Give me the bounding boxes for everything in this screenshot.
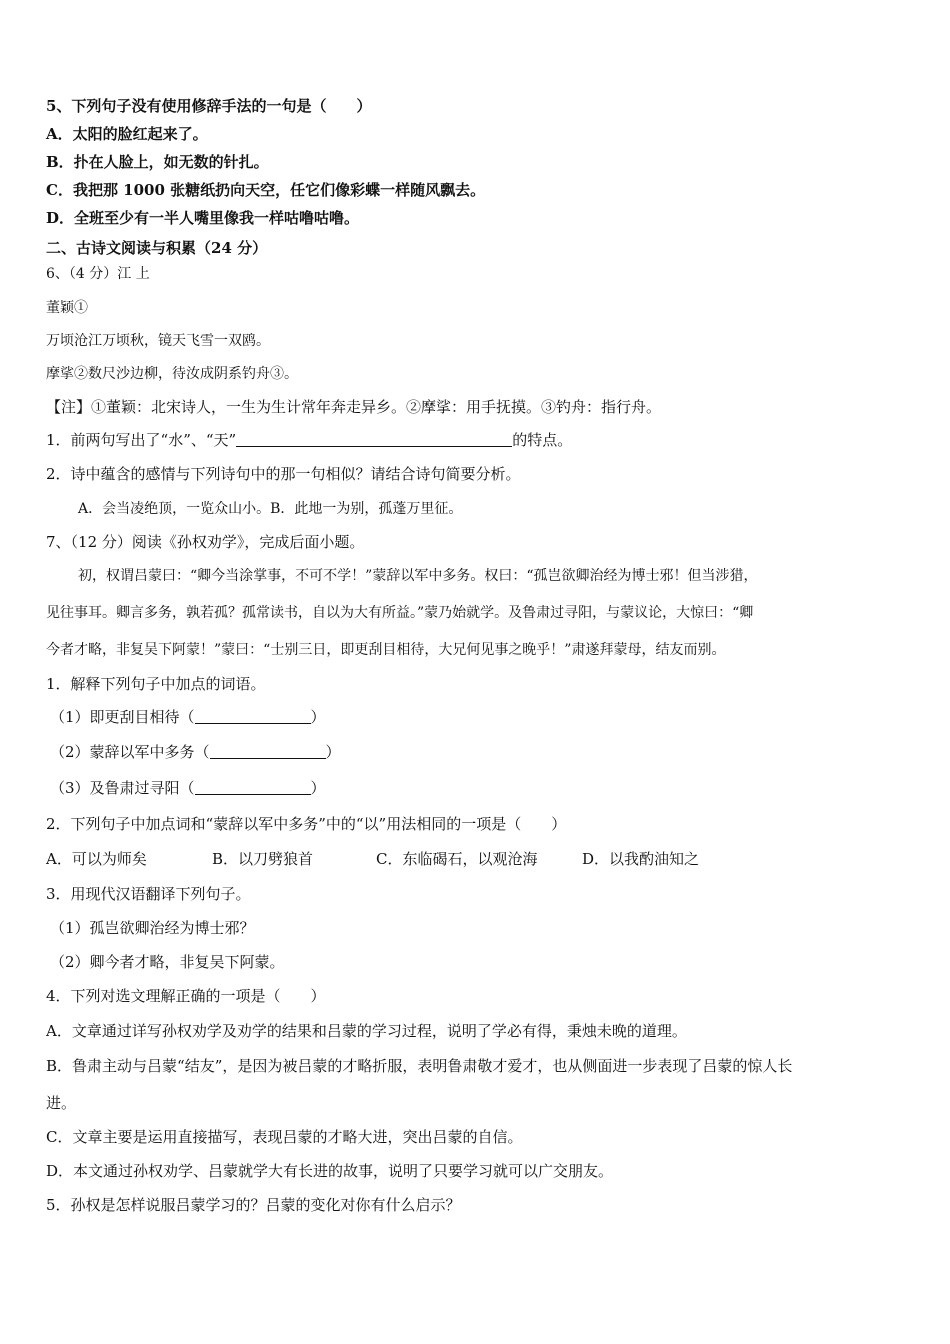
- q5-option-b: B．扑在人脸上，如无数的针扎。: [46, 153, 269, 171]
- q6-sub2-options: A．会当凌绝顶，一览众山小。B．此地一为别，孤蓬万里征。: [78, 501, 463, 517]
- q6-sub2: 2．诗中蕴含的感情与下列诗句中的那一句相似？请结合诗句简要分析。: [46, 465, 521, 483]
- q6-sub1: [46, 430, 910, 450]
- q7-sub5: 5．孙权是怎样说服吕蒙学习的？吕蒙的变化对你有什么启示？: [46, 1196, 461, 1214]
- q7-sub1-item-2-prefix: （2）蒙辞以军中多务（: [50, 743, 210, 761]
- q7-sub4-option-a: A．文章通过详写孙权劝学及劝学的结果和吕蒙的学习过程，说明了学必有得，秉烛未晚的道理。: [46, 1022, 687, 1040]
- q7-sub1: 1．解释下列句子中加点的词语。: [46, 675, 266, 693]
- q7-sub4-option-d: D．本文通过孙权劝学、吕蒙就学大有长进的故事，说明了只要学习就可以广交朋友。: [46, 1162, 614, 1180]
- q7-sub2-option-c: C．东临碣石，以观沧海: [376, 850, 538, 868]
- q7-sub1-item-2: [50, 742, 910, 762]
- q5-option-a: A．太阳的脸红起来了。: [46, 125, 208, 143]
- q7-sub2-option-b: B．以刀劈狼首: [212, 850, 314, 868]
- q5-stem: 5、下列句子没有使用修辞手法的一句是（ ）: [46, 97, 372, 115]
- q5-option-d: D．全班至少有一半人嘴里像我一样咕噜咕噜。: [46, 209, 360, 227]
- q6-title: 6、（4 分）江 上: [46, 266, 150, 282]
- q5-option-c: C．我把那 1000 张糖纸扔向天空，任它们像彩蝶一样随风飘去。: [46, 181, 486, 199]
- q7-sub3: 3．用现代汉语翻译下列句子。: [46, 885, 251, 903]
- q7-sub1-item-2-suffix: ）: [325, 743, 341, 761]
- q7-sub4-option-b: B．鲁肃主动与吕蒙“结友”，是因为被吕蒙的才略折服，表明鲁肃敬才爱才，也从侧面进一步表现了吕蒙的惊人长: [46, 1057, 793, 1075]
- q7-passage-line-2: 见往事耳。卿言多务，孰若孤？孤常读书，自以为大有所益。”蒙乃始就学。及鲁肃过寻阳，与蒙议论，大惊曰：“卿: [46, 605, 754, 621]
- q7-sub1-item-1-suffix: ）: [310, 708, 326, 726]
- q7-sub1-item-2-blank[interactable]: [210, 743, 326, 759]
- q7-sub1-item-3-blank[interactable]: [195, 779, 311, 795]
- q7-sub1-item-3-suffix: ）: [310, 779, 326, 797]
- q6-poem-line-2: 摩挲②数尺沙边柳，待汝成阴系钓舟③。: [46, 366, 298, 382]
- q7-sub4-option-c: C．文章主要是运用直接描写，表现吕蒙的才略大进，突出吕蒙的自信。: [46, 1128, 523, 1146]
- q6-author: 董颖①: [46, 300, 88, 316]
- q7-sub1-item-3: [50, 778, 910, 798]
- q7-sub2-option-a: A．可以为师矣: [46, 850, 147, 868]
- q7-sub1-item-1-blank[interactable]: [195, 708, 311, 724]
- q7-passage-line-1: 初，权谓吕蒙曰：“卿今当涂掌事，不可不学！”蒙辞以军中多务。权曰：“孤岂欲卿治经为博士邪！但当涉猎，: [78, 568, 758, 584]
- q7-sub4-option-b-cont: 进。: [46, 1094, 77, 1112]
- section-heading: 二、古诗文阅读与积累（24 分）: [46, 239, 268, 257]
- q7-title: 7、（12 分）阅读《孙权劝学》，完成后面小题。: [46, 533, 365, 551]
- q6-sub1-suffix: 的特点。: [512, 431, 573, 449]
- q7-sub1-item-3-prefix: （3）及鲁肃过寻阳（: [50, 779, 195, 797]
- q6-note: 【注】①董颖：北宋诗人，一生为生计常年奔走异乡。②摩挲：用手抚摸。③钓舟：指行舟。: [46, 398, 662, 416]
- q7-sub3-item-1: （1）孤岂欲卿治经为博士邪？: [50, 919, 255, 937]
- q6-poem-line-1: 万顷沧江万顷秋，镜天飞雪一双鸥。: [46, 333, 270, 349]
- q7-sub1-item-1: [50, 707, 910, 727]
- q7-sub1-item-1-prefix: （1）即更刮目相待（: [50, 708, 195, 726]
- q6-sub1-answer-blank[interactable]: [236, 431, 512, 447]
- q7-sub2-option-d: D．以我酌油知之: [582, 850, 700, 868]
- q7-passage-line-3: 今者才略，非复吴下阿蒙！”蒙曰：“士别三日，即更刮目相待，大兄何见事之晚乎！”肃遂拜蒙母，结友而别。: [46, 642, 726, 658]
- q6-sub1-prefix: 1．前两句写出了“水”、“天”: [46, 431, 237, 449]
- q7-sub3-item-2: （2）卿今者才略，非复吴下阿蒙。: [50, 953, 285, 971]
- q7-sub4: 4．下列对选文理解正确的一项是（ ）: [46, 987, 326, 1005]
- q7-sub2: 2．下列句子中加点词和“蒙辞以军中多务”中的“以”用法相同的一项是（ ）: [46, 815, 567, 833]
